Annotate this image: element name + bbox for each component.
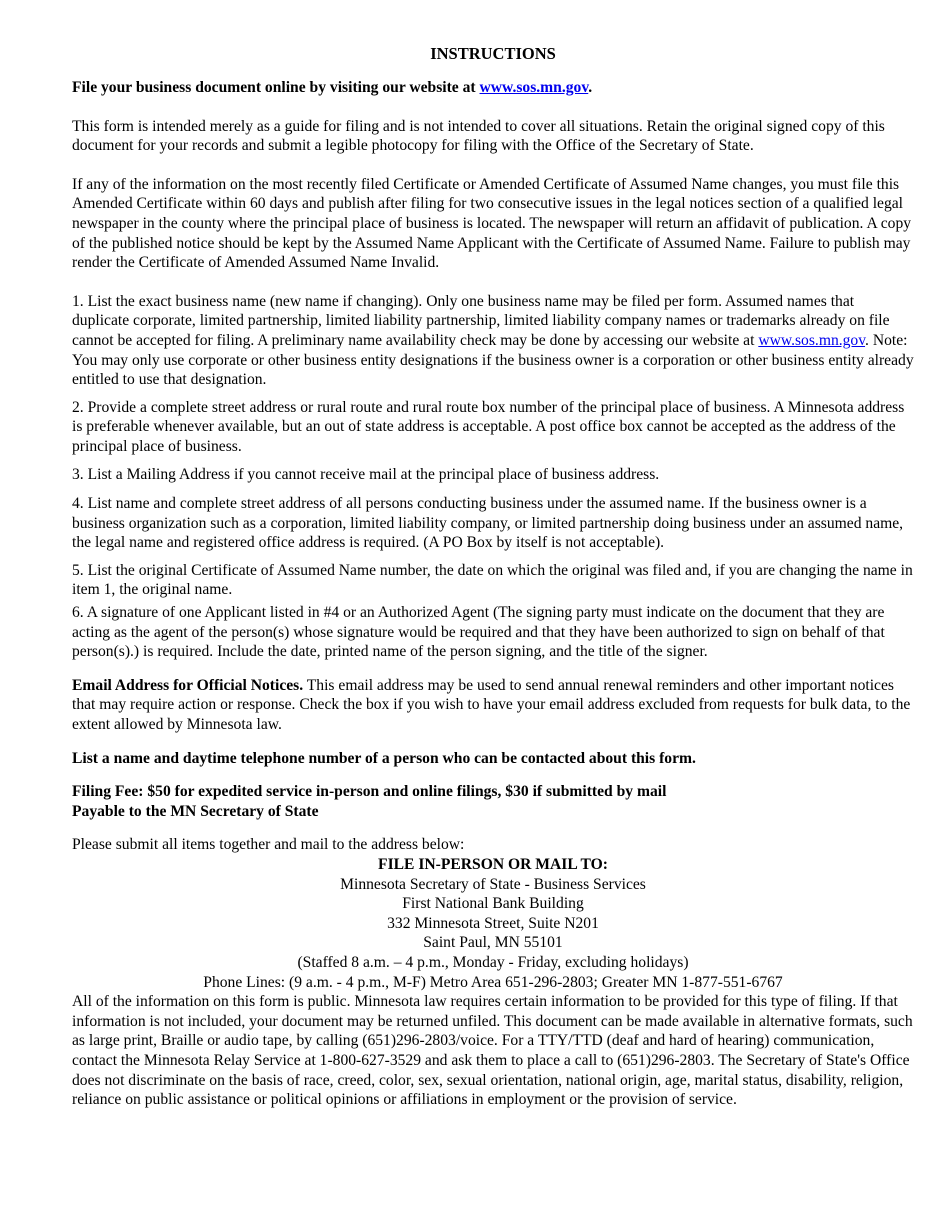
mailing-address-block	[72, 855, 914, 992]
instruction-item-1	[72, 292, 914, 390]
intro-paragraph: This form is intended merely as a guide for filing and is not intended to cover all situations. Retain the original signed copy of this document for your records and submit a legible photocopy for filing with the Office of the Secretary of State.	[72, 117, 885, 155]
address-line-4: Saint Paul, MN 55101	[423, 934, 563, 952]
address-line-3: 332 Minnesota Street, Suite N201	[387, 914, 599, 932]
item-1-text-b: . Note: You may only use corporate or other business entity designations if the business owner is a corporation or other business entity already entitled to use that designation.	[72, 331, 914, 389]
instruction-item-3: 3. List a Mailing Address if you cannot receive mail at the principal place of business address.	[72, 465, 660, 483]
filing-fee: Filing Fee: $50 for expedited service in-person and online filings, $30 if submitted by mail	[72, 783, 667, 801]
website-link-inline[interactable]: www.sos.mn.gov	[758, 331, 866, 349]
website-link[interactable]: www.sos.mn.gov	[479, 79, 589, 96]
online-prefix: File your business document online by visiting our website at	[72, 79, 480, 96]
instructions-page	[72, 44, 914, 1110]
email-label: Email Address for Official Notices.	[72, 676, 304, 694]
instruction-item-4: 4. List name and complete street address of all persons conducting business under the assumed name. If the business owner is a business organization such as a corporation, limited liability company, or limited partnership doing business under an assumed name, the legal name and registered office address is required. (A PO Box by itself is not acceptable).	[72, 495, 904, 552]
instruction-item-6: 6. A signature of one Applicant listed in #4 or an Authorized Agent (The signing party must indicate on the document that they are acting as the agent of the person(s) whose signature would be required and that they have been authorized to sign on behalf of that person(s).) is required. Include the date, printed name of the person signing, and the title of the signer.	[72, 604, 885, 661]
instruction-item-5: 5. List the original Certificate of Assumed Name number, the date on which the original was filed and, if you are changing the name in item 1, the original name.	[72, 561, 913, 599]
office-hours: (Staffed 8 a.m. – 4 p.m., Monday - Friday, excluding holidays)	[297, 953, 689, 971]
item-1-text-a: 1. List the exact business name (new name if changing). Only one business name may be filed per form. Assumed names that duplicate corporate, limited partnership, limited liability partnership, limited liability company names or trademarks already on file cannot be accepted for filing. A preliminary name availability check may be done by accessing our website at	[72, 292, 890, 349]
contact-instruction: List a name and daytime telephone number of a person who can be contacted about this form.	[72, 749, 696, 767]
page-title: INSTRUCTIONS	[430, 44, 556, 63]
payable-to: Payable to the MN Secretary of State	[72, 802, 319, 820]
online-filing-notice	[72, 78, 914, 98]
amend-paragraph: If any of the information on the most recently filed Certificate or Amended Certificate of Assumed Name changes, you must file this Amended Certificate within 60 days and publish after filing for two consecutive issues in the legal notices section of a qualified legal newspaper in the county where the principal place of business is located. The newspaper will return an affidavit of publication. A copy of the published notice should be kept by the Assumed Name Applicant with the Certificate of Assumed Name. Failure to publish may render the Certificate of Amended Assumed Name Invalid.	[72, 175, 912, 272]
instruction-item-2: 2. Provide a complete street address or rural route and rural route box number of the principal place of business. A Minnesota address is preferable whenever available, but an out of state address is acceptable. A post office box cannot be accepted as the address of the principal place of business.	[72, 398, 905, 455]
online-suffix: .	[588, 79, 593, 96]
address-line-2: First National Bank Building	[402, 895, 584, 913]
email-notice	[72, 676, 914, 735]
submit-instruction: Please submit all items together and mail to the address below:	[72, 836, 465, 854]
public-information-notice: All of the information on this form is public. Minnesota law requires certain information to be provided for this type of filing. If that information is not included, your document may be returned unfiled. This document can be made available in alternative formats, such as large print, Braille or audio tape, by calling (651)296-2803/voice. For a TTY/TTD (deaf and hard of hearing) communication, contact the Minnesota Relay Service at 1-800-627-3529 and ask them to place a call to (651)296-2803. The Secretary of State's Office does not discriminate on the basis of race, creed, color, sex, sexual orientation, national origin, age, marital status, disability, religion, reliance on public assistance or political opinions or affiliations in employment or the provision of service.	[72, 993, 913, 1109]
address-heading: FILE IN-PERSON OR MAIL TO:	[378, 856, 608, 873]
address-line-1: Minnesota Secretary of State - Business Services	[340, 875, 646, 893]
phone-lines: Phone Lines: (9 a.m. - 4 p.m., M-F) Metro Area 651-296-2803; Greater MN 1-877-551-6767	[203, 973, 783, 991]
email-text: This email address may be used to send annual renewal reminders and other important notices that may require action or response. Check the box if you wish to have your email address excluded from requests for bulk data, to the extent allowed by Minnesota law.	[72, 676, 911, 734]
